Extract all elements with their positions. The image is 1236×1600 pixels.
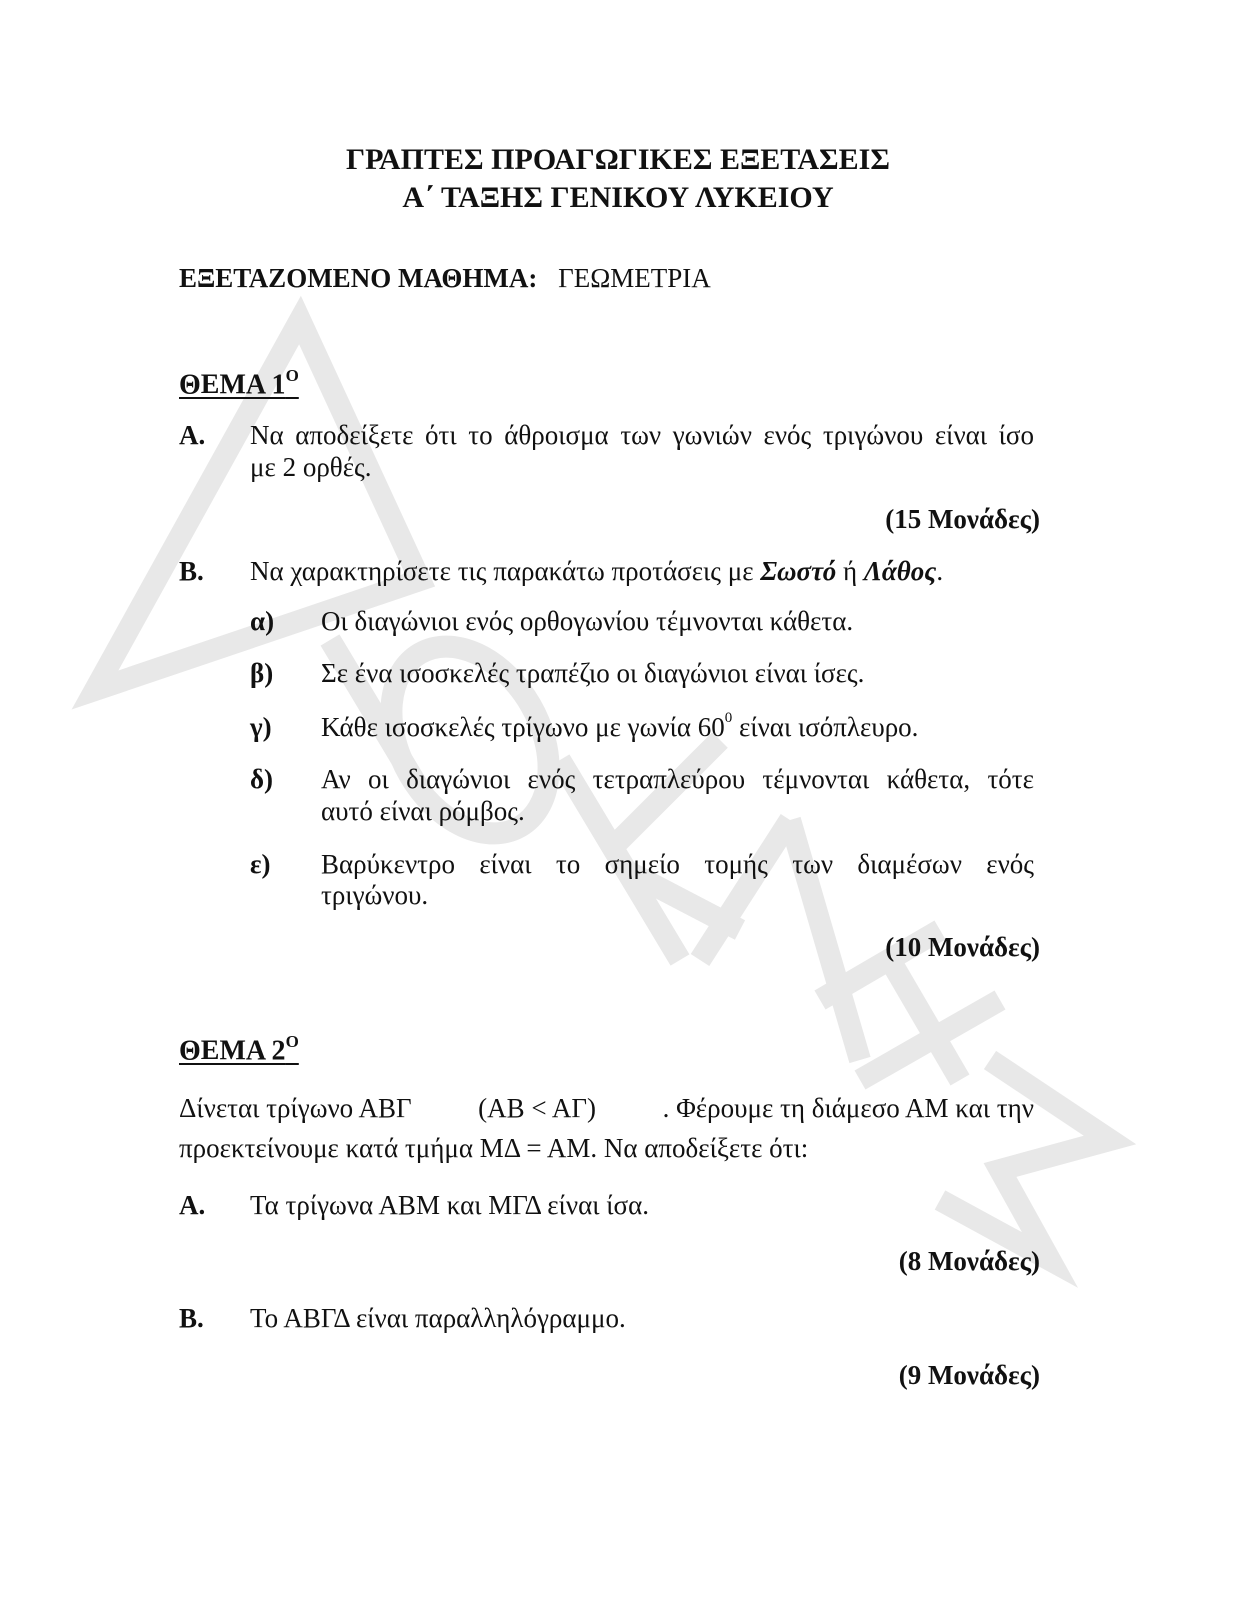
theme2-partB-text: Το ΑΒΓΔ είναι παραλληλόγραμμο. <box>250 1303 626 1333</box>
theme2-intro-b: . Φέρουμε τη διάμεσο ΑΜ και την <box>662 1093 1034 1123</box>
theme2-intro-equation: ΜΔ = ΑΜ <box>479 1133 591 1163</box>
theme2-intro-condition: (ΑΒ < ΑΓ) <box>478 1093 596 1123</box>
item-b-text: Σε ένα ισοσκελές τραπέζιο οι διαγώνιοι είναι ίσες. <box>321 658 865 688</box>
subject-value: ΓΕΩΜΕΤΡΙΑ <box>558 263 711 293</box>
item-a-label: α) <box>250 606 275 636</box>
theme2-intro-line1 <box>179 1093 1034 1124</box>
partB-intro-end: . <box>936 556 944 586</box>
item-d-line2: αυτό είναι ρόμβος. <box>321 796 525 826</box>
item-c-text <box>321 712 918 743</box>
item-b-label: β) <box>250 658 274 688</box>
theme2-intro-l2-a: προεκτείνουμε κατά τμήμα <box>179 1133 480 1163</box>
partB-intro-true: Σωστό <box>760 556 837 586</box>
partB-intro-false: Λάθος <box>863 556 937 586</box>
theme1-partB-intro <box>250 556 943 587</box>
item-e-line2: τριγώνου. <box>321 880 429 910</box>
subject-label: ΕΞΕΤΑΖΟΜΕΝΟ ΜΑΘΗΜΑ: <box>179 263 538 293</box>
theme2-intro-line2 <box>179 1133 808 1164</box>
partB-intro-or: ή <box>836 556 864 586</box>
item-d-label: δ) <box>250 764 274 794</box>
theme1-partB-marks: (10 Μονάδες) <box>885 932 1040 962</box>
theme1-partA-marks: (15 Μονάδες) <box>885 504 1040 534</box>
theme1-partA-line2: με 2 ορθές. <box>250 452 372 482</box>
exam-title-line1: ΓΡΑΠΤΕΣ ΠΡΟΑΓΩΓΙΚΕΣ ΕΞΕΤΑΣΕΙΣ <box>346 143 890 176</box>
theme1-heading-sup: Ο <box>285 366 299 385</box>
item-c-angle-degree: 0 <box>724 710 733 726</box>
item-e-label: ε) <box>250 849 271 879</box>
item-c-angle-value: 60 <box>697 712 725 742</box>
theme2-partA-label: Α. <box>179 1190 206 1220</box>
theme2-partB-marks: (9 Μονάδες) <box>898 1360 1040 1390</box>
item-e-line1: Βαρύκεντρο είναι το σημείο τομής των διαμέσων ενός <box>321 849 1034 879</box>
theme1-heading <box>179 368 299 401</box>
theme1-partA-line1: Να αποδείξετε ότι το άθροισμα των γωνιών ενός τριγώνου είναι ίσο <box>250 420 1034 450</box>
item-c-label: γ) <box>250 712 272 742</box>
partB-intro-text: Να χαρακτηρίσετε τις παρακάτω προτάσεις με <box>250 556 761 586</box>
item-c-suffix: είναι ισόπλευρο. <box>732 712 919 742</box>
theme2-partB-label: Β. <box>179 1303 204 1333</box>
theme1-heading-text: ΘΕΜΑ 1 <box>179 369 286 401</box>
theme1-partA-label: Α. <box>179 420 206 450</box>
item-c-angle <box>698 712 733 742</box>
theme2-heading-text: ΘΕΜΑ 2 <box>179 1035 286 1067</box>
theme2-partA-text: Τα τρίγωνα ΑΒΜ και ΜΓΔ είναι ίσα. <box>250 1190 649 1220</box>
exam-title-line2: Α΄ ΤΑΞΗΣ ΓΕΝΙΚΟΥ ΛΥΚΕΙΟΥ <box>402 181 834 214</box>
subject-line <box>179 263 711 294</box>
theme2-partA-marks: (8 Μονάδες) <box>898 1246 1040 1276</box>
theme2-heading <box>179 1034 299 1067</box>
item-a-text: Οι διαγώνιοι ενός ορθογωνίου τέμνονται κάθετα. <box>321 606 854 636</box>
theme2-heading-sup: Ο <box>285 1032 299 1051</box>
theme2-intro-l2-b: . Να αποδείξετε ότι: <box>590 1133 809 1163</box>
theme1-partB-label: Β. <box>179 556 204 586</box>
theme2-intro-a: Δίνεται τρίγωνο ΑΒΓ <box>179 1093 412 1123</box>
item-c-prefix: Κάθε ισοσκελές τρίγωνο με γωνία <box>321 712 698 742</box>
item-d-line1: Αν οι διαγώνιοι ενός τετραπλεύρου τέμνονται κάθετα, τότε <box>321 764 1034 794</box>
